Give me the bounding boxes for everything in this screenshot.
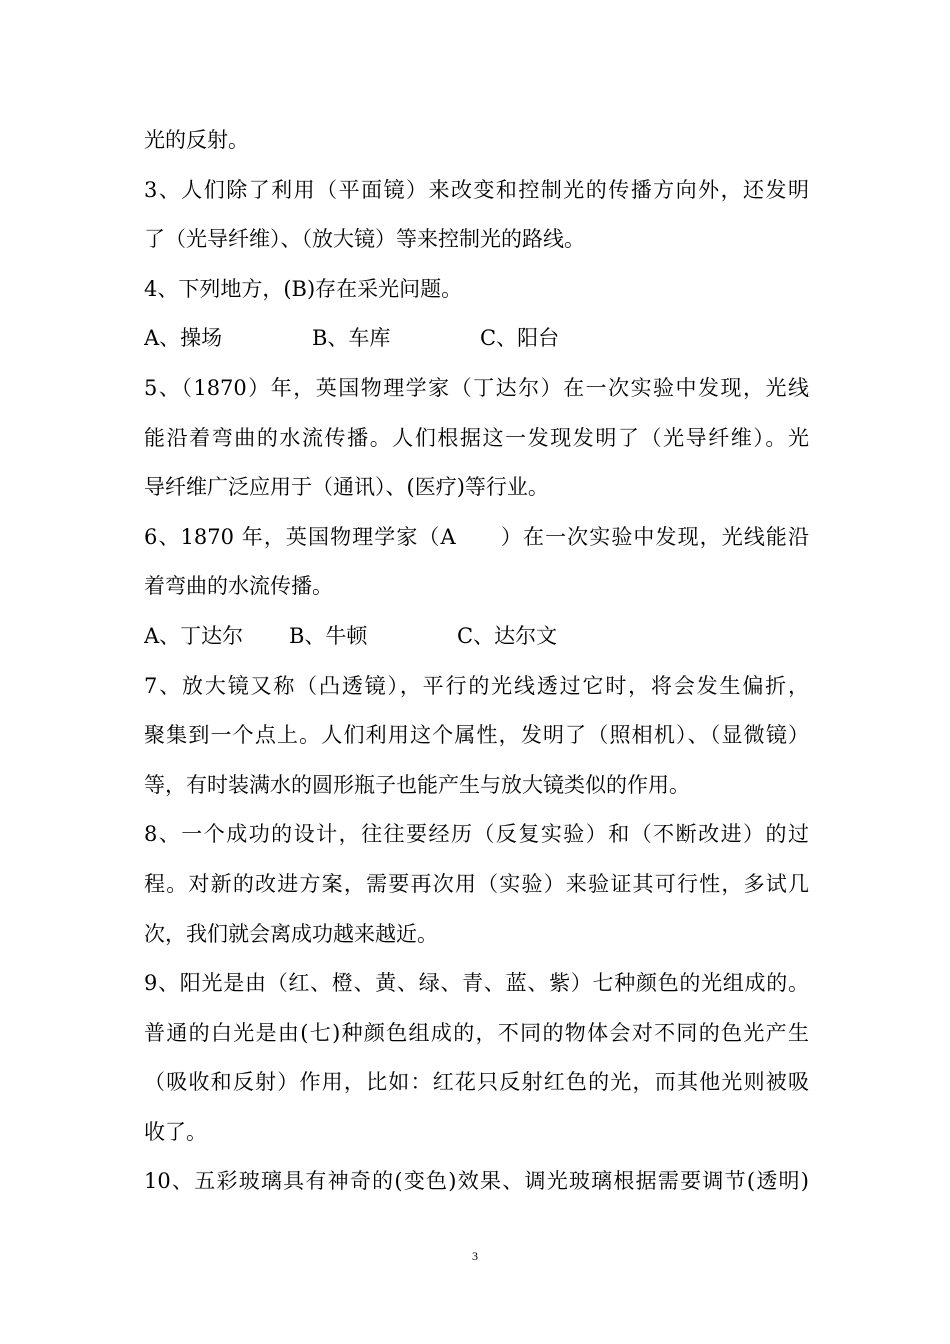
text-line: 等，有时装满水的圆形瓶子也能产生与放大镜类似的作用。 (144, 772, 690, 797)
text-line: 聚集到一个点上。人们利用这个属性，发明了（照相机）、（显微镜） (144, 723, 809, 748)
text-line: 着弯曲的水流传播。 (144, 574, 333, 599)
text-line: 6、1870 年，英国物理学家（A ）在一次实验中发现，光线能沿 (144, 524, 809, 549)
text-line: （吸收和反射）作用，比如：红花只反射红色的光，而其他光则被吸 (144, 1070, 809, 1095)
q4-options (144, 314, 809, 364)
text-line: 程。对新的改进方案，需要再次用（实验）来验证其可行性，多试几 (144, 871, 809, 896)
text-line: 能沿着弯曲的水流传播。人们根据这一发现发明了（光导纤维）。光 (144, 425, 809, 450)
text-line: 4、下列地方，(B)存在采光问题。 (144, 276, 463, 301)
document-body (144, 116, 809, 1207)
text-line: 8、一个成功的设计，往往要经历（反复实验）和（不断改进）的过 (144, 822, 809, 847)
option-c: C、达尔文 (457, 623, 558, 648)
text-line: 收了。 (144, 1119, 207, 1144)
text-line: 7、放大镜又称（凸透镜），平行的光线透过它时，将会发生偏折， (144, 673, 809, 698)
text-line: 次，我们就会离成功越来越近。 (144, 921, 438, 946)
q6-options (144, 612, 809, 662)
text-line: 了（光导纤维）、（放大镜）等来控制光的路线。 (144, 227, 585, 252)
option-b: B、车库 (312, 326, 391, 351)
option-b: B、牛顿 (289, 623, 368, 648)
text-line: 9、阳光是由（红、橙、黄、绿、青、蓝、紫）七种颜色的光组成的。 (144, 971, 809, 996)
option-c: C、阳台 (480, 326, 560, 351)
text-line: 10、五彩玻璃具有神奇的(变色)效果、调光玻璃根据需要调节(透明) (144, 1169, 809, 1194)
text-line: 普通的白光是由(七)种颜色组成的，不同的物体会对不同的色光产生 (144, 1020, 809, 1045)
text-line: 3、人们除了利用（平面镜）来改变和控制光的传播方向外，还发明 (144, 177, 809, 202)
text-line: 5、（1870）年，英国物理学家（丁达尔）在一次实验中发现，光线 (144, 375, 809, 400)
option-a: A、操场 (144, 326, 223, 351)
text-line: 光的反射。 (144, 128, 249, 152)
page-number: 3 (472, 1249, 478, 1263)
option-a: A、丁达尔 (144, 623, 244, 648)
text-line: 导纤维广泛应用于（通讯）、(医疗)等行业。 (144, 475, 549, 500)
